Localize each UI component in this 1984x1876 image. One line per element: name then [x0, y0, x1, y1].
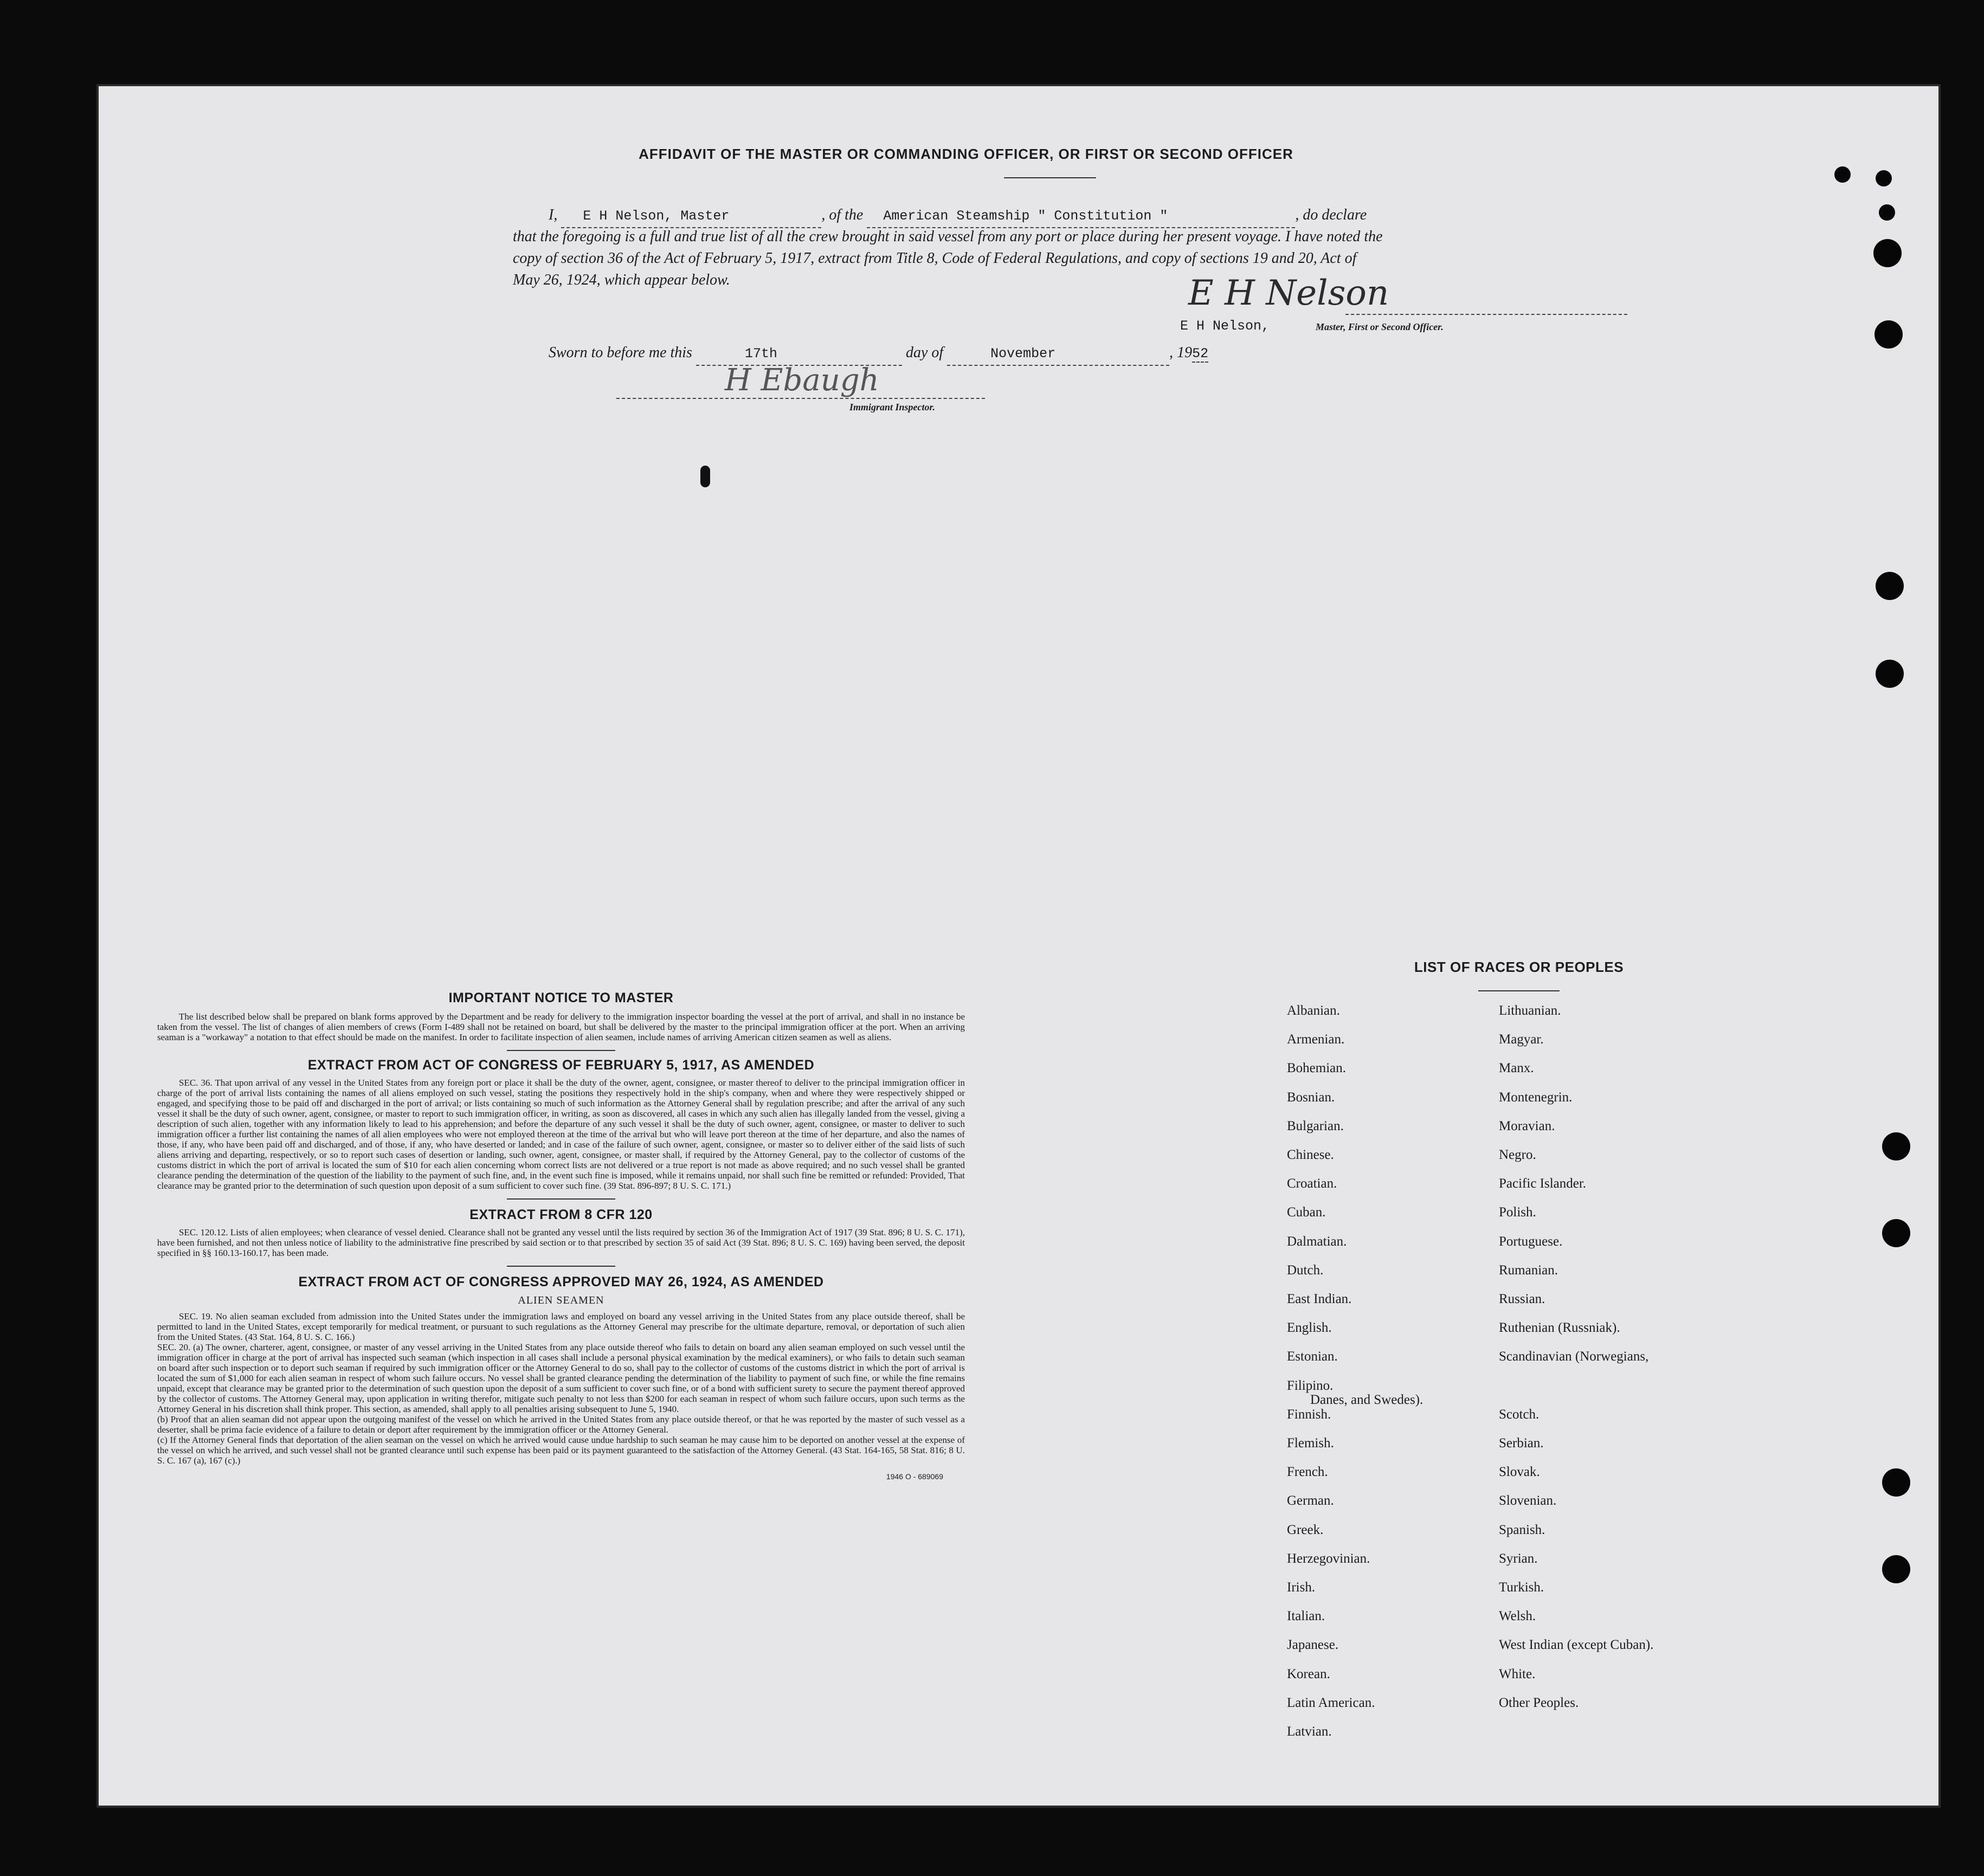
declaration-line-2: that the foregoing is a full and true list of all the crew brought in said vessel from any port or place during her present voyage. I have noted the: [513, 228, 1383, 245]
race-item: Portuguese.: [1499, 1234, 1563, 1249]
race-item: Lithuanian.: [1499, 1003, 1561, 1018]
race-item: Japanese.: [1287, 1638, 1339, 1653]
punch-hole-icon: [1882, 1468, 1910, 1497]
race-item: Montenegrin.: [1499, 1090, 1573, 1105]
race-item: Polish.: [1499, 1205, 1536, 1220]
inspector-caption: Immigrant Inspector.: [849, 402, 936, 412]
race-item: White.: [1499, 1666, 1536, 1681]
race-item: German.: [1287, 1493, 1334, 1508]
notice-column: [157, 990, 965, 1481]
punch-hole-icon: [1876, 572, 1904, 600]
i-label: I,: [549, 207, 558, 223]
race-item: Ruthenian (Russniak).: [1499, 1320, 1620, 1336]
master-signature: E H Nelson: [1188, 273, 1389, 313]
master-typed-name: E H Nelson,: [1180, 318, 1270, 334]
signature-line: [1345, 314, 1627, 315]
title-rule: [1004, 177, 1096, 178]
race-item: Serbian.: [1499, 1436, 1544, 1450]
section-rule: [507, 1050, 615, 1051]
race-item: Manx.: [1499, 1061, 1534, 1076]
punch-hole-icon: [1875, 320, 1903, 349]
inspector-signature-line: [616, 398, 985, 399]
punch-hole-icon: [1834, 166, 1851, 183]
extract3-body: SEC. 19. No alien seaman excluded from admission into the United States under the immigration laws and employed on board any vessel arriving in the United States from any place outside thereof, shall be permitted to land in the United States, except temporarily for medical treatment, or pursuant to such regulations as the Attorney General may prescribe for the ultimate departure, removal, or deportation of such alien from the United States. (43 Stat. 164, 8 U. S. C. 166.) SEC. 20. (a) The owner, charterer, agent, consignee, or master of any vessel arriving in the United States from any place outside thereof who fails to detain on board any alien seaman employed on such vessel until the immigration officer in charge at the port of arrival has inspected such seaman (which inspection in all cases shall include a personal physical examination by the medical examiners), or who fails to detain such seaman on board after such inspection or to deport such seaman if required by such immigration officer or the Attorney General to do so, shall pay to the collector of customs of the customs district in which the port of arrival is located the sum of $1,000 for each alien seaman in respect of whom such failure occurs. No vessel shall be granted clearance pending the determination of the liability to payment of such fine, or while the fine remains unpaid, except that clearance may be granted prior to the determination of such question upon the deposit of a sum sufficient to cover such fine, or of a bond with sufficient surety to secure the payment thereof approved by the collector of customs. The Attorney General may, upon application in writing therefor, mitigate such penalty to not less than $200 for each seaman in respect of whom such failure occurs, upon such terms as the Attorney General in his discretion shall think proper. This section, as amended, shall apply to all penalties arising subsequent to June 5, 1940. (b) Proof that an alien seaman did not appear upon the outgoing manifest of the vessel on which he arrived in the United States from any place outside thereof, or that he was reported by the master of such vessel as a deserter, shall be prima facie evidence of a failure to detain or deport after requirement by the immigration officer or the Attorney General. (c) If the Attorney General finds that deportation of the alien seaman on the vessel on which he arrived would cause undue hardship to such seaman he may cause him to be deported on another vessel at the expense of the vessel on which he arrived, and such vessel shall not be granted clearance until such expense has been paid or its payment guaranteed to the satisfaction of the Attorney General. (43 Stat. 164-165, 58 Stat. 816; 8 U. S. C. 167 (a), 167 (c).): [157, 1311, 965, 1466]
year-suffix: 52: [1192, 346, 1209, 362]
declaration-line-3: copy of section 36 of the Act of February 5, 1917, extract from Title 8, Code of Federal Regulations, and copy of sections 19 and 20, Act of: [513, 250, 1357, 267]
extract1-title: EXTRACT FROM ACT OF CONGRESS OF FEBRUARY 5, 1917, AS AMENDED: [307, 1058, 815, 1073]
punch-hole-icon: [1882, 1219, 1910, 1247]
race-item: Estonian.: [1287, 1349, 1338, 1364]
document-sheet: [96, 84, 1941, 1808]
punch-hole-icon: [1873, 239, 1902, 267]
race-item: Spanish.: [1499, 1522, 1545, 1537]
race-item: Magyar.: [1499, 1032, 1544, 1047]
race-item: Flemish.: [1287, 1436, 1334, 1450]
vessel-field: [867, 204, 1295, 228]
race-item: Greek.: [1287, 1522, 1324, 1537]
master-name-value: E H Nelson, Master: [583, 208, 730, 224]
extract1-body: SEC. 36. That upon arrival of any vessel in the United States from any foreign port or place it shall be the duty of the owner, agent, consignee, or master thereof to deliver to the principal immigration officer in charge of the port of arrival lists containing the names of all aliens employed on such vessel, stating the positions they respectively hold in the ship's company, when and where they were respectively shipped or engaged, and specifying those to be paid off and discharged in the port of arrival; or lists containing so much of such information as the Attorney General shall by regulation prescribe; and after the arrival of any such vessel it shall be the duty of such owner, agent, consignee, or master to report to such immigration officer, in writing, as soon as discovered, all cases in which any such alien has illegally landed from the vessel, giving a description of such alien, together with any information likely to lead to his apprehension; and before the departure of any such vessel it shall be the duty of such owner, agent, consignee, or master to deliver to such immigration officer a further list containing the names of all alien employees who were not employed thereon at the time of the arrival but who will leave port thereon at the time of her departure, and also the names of those, if any, who have been paid off and discharged, and of those, if any, who have deserted or landed; and in case of the failure of such owner, agent, consignee, or master so to deliver either of the said lists of such aliens arriving and departing, respectively, or so to report such cases of desertion or landing, such owner, agent, consignee, or master shall, if required by the Attorney General, pay to the collector of customs of the customs district in which the port of arrival is located the sum of $10 for each alien concerning whom correct lists are not delivered or a true report is not made as above required; and no such vessel shall be granted clearance pending the determination of the question of the liability to the payment of such fine, and, in the event such fine is imposed, while it remains unpaid, nor shall such fine be remitted or refunded: Provided, That clearance may be granted prior to the determination of such question upon deposit of a sum sufficient to cover such fine. (39 Stat. 896-897; 8 U. S. C. 171.): [157, 1078, 965, 1191]
race-item: Bulgarian.: [1287, 1118, 1344, 1133]
sworn-label: Sworn to before me this: [549, 344, 692, 361]
punch-hole-icon: [1876, 660, 1904, 688]
extract3-subtitle: ALIEN SEAMEN: [518, 1294, 604, 1306]
extract3-title: EXTRACT FROM ACT OF CONGRESS APPROVED MAY 26, 1924, AS AMENDED: [298, 1274, 824, 1290]
race-item: Turkish.: [1499, 1580, 1544, 1595]
race-item: Scotch.: [1499, 1407, 1539, 1422]
do-declare-label: , do declare: [1295, 207, 1367, 223]
race-item: Latvian.: [1287, 1724, 1332, 1739]
race-item: Armenian.: [1287, 1032, 1345, 1047]
race-item: Finnish.: [1287, 1407, 1331, 1422]
extract2-body: SEC. 120.12. Lists of alien employees; when clearance of vessel denied. Clearance shall not be granted any vessel until the lists required by section 36 of the Immigration Act of 1917 (39 Stat. 896; 8 U. S. C. 171), have been furnished, and not then unless notice of liability to the administrative fine prescribed by said section or to that prescribed by section 35 of said Act (39 Stat. 896; 8 U. S. C. 169) having been served, the deposit specified in §§ 160.13-160.17, has been made.: [157, 1227, 965, 1258]
section-rule: [507, 1198, 615, 1200]
master-caption: Master, First or Second Officer.: [1316, 321, 1444, 332]
race-item: Welsh.: [1499, 1609, 1536, 1624]
race-item: Italian.: [1287, 1609, 1325, 1624]
extract2-title: EXTRACT FROM 8 CFR 120: [469, 1207, 653, 1222]
of-the-label: , of the: [821, 207, 864, 223]
race-item: Cuban.: [1287, 1205, 1326, 1220]
race-item: East Indian.: [1287, 1292, 1352, 1306]
race-item: Croatian.: [1287, 1176, 1337, 1191]
punch-hole-icon: [1882, 1555, 1910, 1583]
race-item: Syrian.: [1499, 1551, 1538, 1566]
races-title: LIST OF RACES OR PEOPLES: [1414, 959, 1624, 975]
race-item: Pacific Islander.: [1499, 1176, 1587, 1191]
race-item: Filipino.: [1287, 1378, 1334, 1393]
notice-title: IMPORTANT NOTICE TO MASTER: [448, 990, 674, 1005]
race-item: Bohemian.: [1287, 1061, 1347, 1076]
sworn-month-value: November: [990, 346, 1056, 362]
day-of-label: day of: [905, 344, 944, 361]
race-item: Dalmatian.: [1287, 1234, 1347, 1249]
race-item: Slovak.: [1499, 1465, 1540, 1480]
race-item: Dutch.: [1287, 1262, 1324, 1278]
notice-body: The list described below shall be prepared on blank forms approved by the Department and be ready for delivery to the immigration inspector boarding the vessel at the port of arrival, and shall in no instance be taken from the vessel. The list of changes of alien members of crews (Form I-489 shall not be retained on board, but shall be delivered by the master to the principal immigration officer at the port. When an arriving seaman is a "workaway" a notation to that effect should be made on the manifest. In order to facilitate inspection of alien seamen, include names of arriving American citizen seamen as well as aliens.: [157, 1011, 965, 1042]
punch-hole-icon: [1876, 170, 1892, 186]
race-item: Rumanian.: [1499, 1262, 1558, 1278]
race-item: Irish.: [1287, 1580, 1316, 1595]
vessel-name-value: American Steamship " Constitution ": [883, 208, 1168, 224]
races-title-rule: [1478, 990, 1560, 991]
race-item: Herzegovinian.: [1287, 1551, 1370, 1566]
race-item: Chinese.: [1287, 1147, 1334, 1162]
race-item: French.: [1287, 1465, 1328, 1480]
declaration-line-1: [549, 204, 1660, 228]
sworn-month-field: [947, 342, 1169, 366]
punch-hole-icon: [1879, 204, 1895, 221]
year-prefix: , 19: [1169, 344, 1193, 361]
race-item: English.: [1287, 1320, 1332, 1336]
race-item: West Indian (except Cuban).: [1499, 1638, 1654, 1653]
race-item: Latin American.: [1287, 1695, 1375, 1710]
punch-hole-icon: [1882, 1132, 1910, 1161]
race-item: Korean.: [1287, 1666, 1330, 1681]
affidavit-title: AFFIDAVIT OF THE MASTER OR COMMANDING OFFICER, OR FIRST OR SECOND OFFICER: [639, 146, 1293, 162]
race-item: Russian.: [1499, 1292, 1545, 1306]
race-item: Danes, and Swedes).: [1310, 1392, 1423, 1407]
print-code: 1946 O - 689069: [886, 1472, 943, 1481]
race-item: Slovenian.: [1499, 1493, 1557, 1508]
inspector-signature: H Ebaugh: [725, 363, 879, 398]
master-name-field: [561, 204, 821, 228]
race-item: Bosnian.: [1287, 1090, 1335, 1105]
ink-blot-icon: [700, 466, 710, 487]
race-item: Negro.: [1499, 1147, 1536, 1162]
sworn-day-value: 17th: [744, 346, 777, 362]
section-rule: [507, 1266, 615, 1267]
race-item: Albanian.: [1287, 1003, 1340, 1018]
declaration-line-4: May 26, 1924, which appear below.: [513, 272, 730, 288]
race-item: Other Peoples.: [1499, 1695, 1579, 1710]
race-item: Moravian.: [1499, 1118, 1555, 1133]
race-item: Scandinavian (Norwegians,: [1499, 1349, 1649, 1364]
